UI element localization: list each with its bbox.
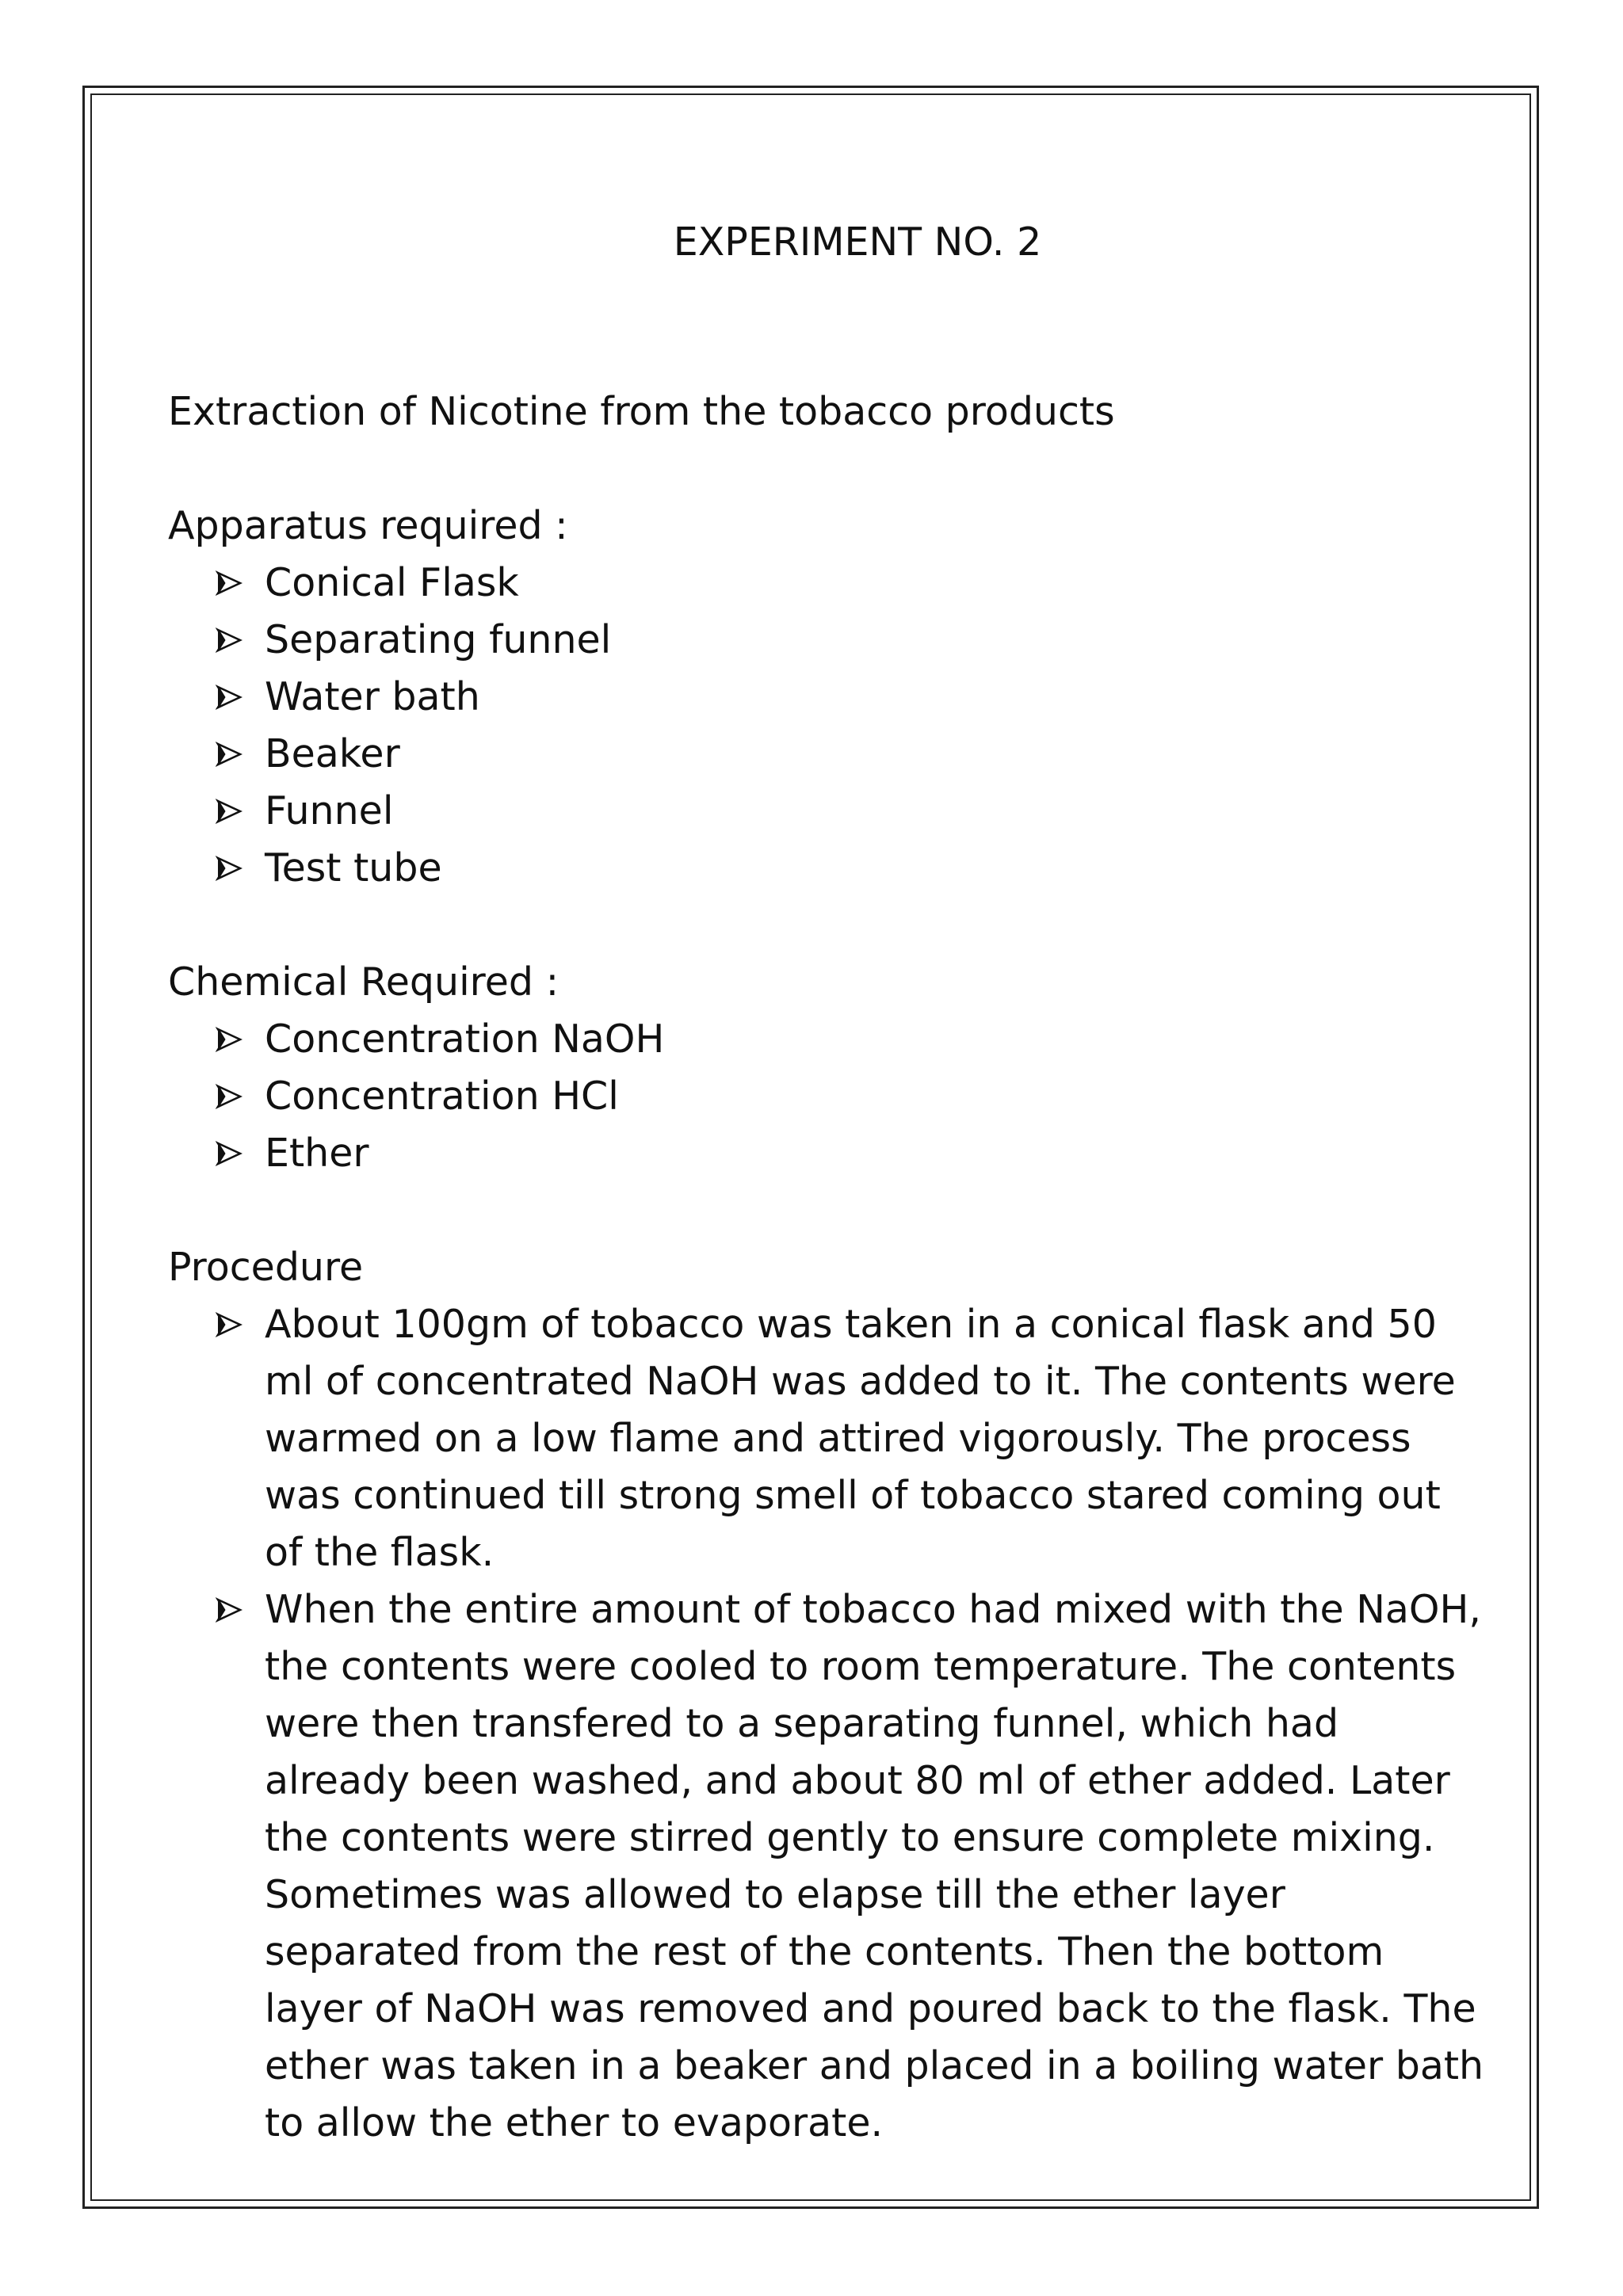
arrowhead-bullet-icon bbox=[216, 1068, 247, 1125]
arrowhead-bullet-icon bbox=[216, 840, 247, 897]
arrowhead-bullet-icon bbox=[216, 555, 247, 612]
arrowhead-bullet-icon bbox=[216, 1125, 247, 1182]
arrowhead-bullet-icon bbox=[216, 726, 247, 783]
list-item: Test tube bbox=[216, 840, 1484, 897]
procedure-label: Procedure bbox=[168, 1245, 364, 1290]
experiment-title: Extraction of Nicotine from the tobacco products bbox=[168, 389, 1115, 434]
arrowhead-bullet-icon bbox=[216, 669, 247, 726]
list-item: Concentration HCl bbox=[216, 1068, 1484, 1125]
apparatus-label: Apparatus required : bbox=[168, 503, 568, 548]
list-item: Conical Flask bbox=[216, 555, 1484, 612]
arrowhead-bullet-icon bbox=[216, 783, 247, 840]
list-item: Ether bbox=[216, 1125, 1484, 1182]
list-item: Funnel bbox=[216, 783, 1484, 840]
arrowhead-bullet-icon bbox=[216, 1296, 247, 1353]
arrowhead-bullet-icon bbox=[216, 1011, 247, 1068]
arrowhead-bullet-icon bbox=[216, 1581, 247, 1638]
chemicals-list bbox=[168, 1011, 1484, 1182]
apparatus-list bbox=[168, 555, 1484, 897]
list-item: About 100gm of tobacco was taken in a conical flask and 50 ml of concentrated NaOH was added to it. The contents were warmed on a low flame and attired vigorously. The process was continued till strong smell of tobacco stared coming out of the flask. bbox=[216, 1296, 1485, 1581]
list-item: When the entire amount of tobacco had mixed with the NaOH, the contents were cooled to room temperature. The contents were then transfered to a separating funnel, which had already been washed, and about 80 ml of ether added. Later the contents were stirred gently to ensure complete mixing. Sometimes was allowed to elapse till the ether layer separated from the rest of the contents. Then the bottom layer of NaOH was removed and poured back to the flask. The ether was taken in a beaker and placed in a boiling water bath to allow the ether to evaporate. bbox=[216, 1581, 1485, 2152]
list-item: Beaker bbox=[216, 726, 1484, 783]
document-content bbox=[168, 214, 1484, 2152]
list-item: Separating funnel bbox=[216, 612, 1484, 669]
experiment-heading: EXPERIMENT NO. 2 bbox=[673, 219, 1042, 265]
procedure-list bbox=[168, 1296, 1484, 2152]
arrowhead-bullet-icon bbox=[216, 612, 247, 669]
list-item: Concentration NaOH bbox=[216, 1011, 1484, 1068]
chemicals-label: Chemical Required : bbox=[168, 959, 559, 1005]
list-item: Water bath bbox=[216, 669, 1484, 726]
